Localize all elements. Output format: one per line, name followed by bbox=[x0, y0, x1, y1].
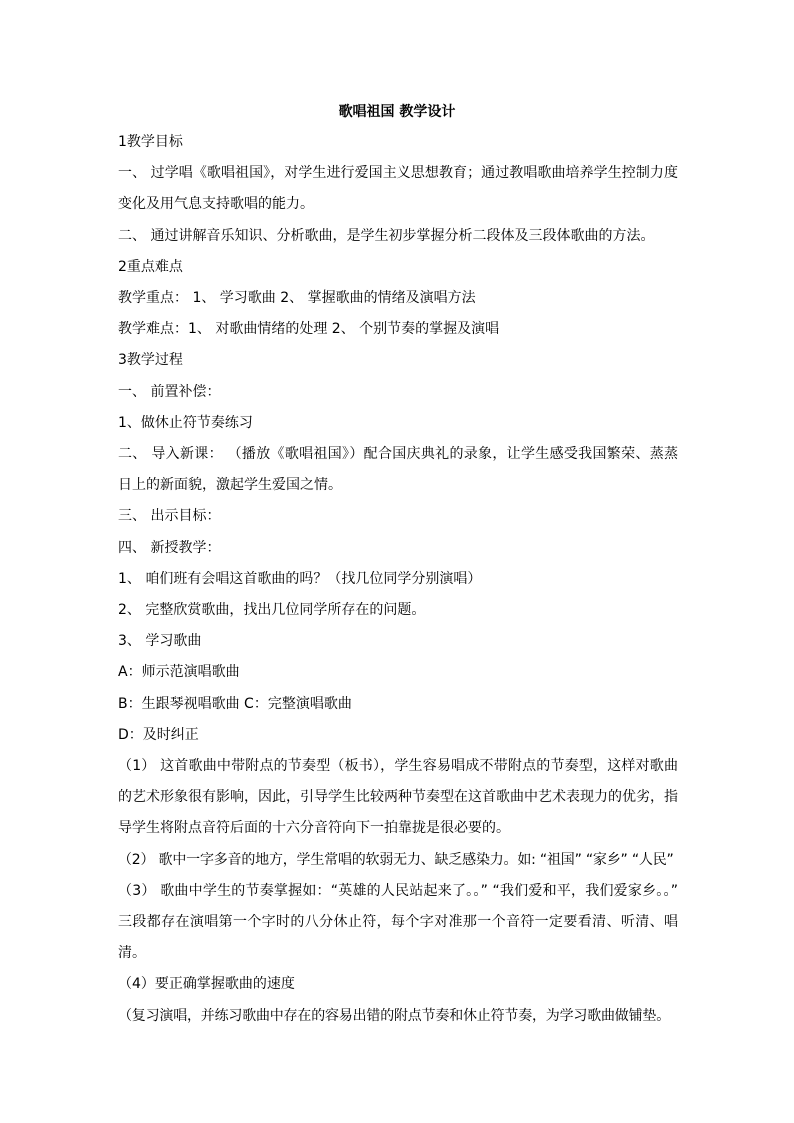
document-body bbox=[118, 127, 678, 1032]
review-paragraph: （复习演唱，并练习歌曲中存在的容易出错的附点节奏和休止符节奏，为学习歌曲做铺垫。 bbox=[118, 1007, 670, 1024]
correction-item-4: （4）要正确掌握歌曲的速度 bbox=[118, 976, 295, 993]
objective-paragraph-2: 二、 通过讲解音乐知识、分析歌曲，是学生初步掌握分析二段体及三段体歌曲的方法。 bbox=[118, 227, 655, 244]
difficulties-paragraph: 教学难点：1、 对歌曲情绪的处理 2、 个别节奏的掌握及演唱 bbox=[118, 321, 500, 338]
teaching-item-3: 3、 学习歌曲 bbox=[118, 633, 202, 650]
teaching-subitem-d: D：及时纠正 bbox=[118, 726, 199, 743]
correction-item-3: （3） 歌曲中学生的节奏掌握如：“英雄的人民站起来了。。” “我们爱和平，我们爱家乡。。” 三段都存在演唱第一个字时的八分休止符，每个字对准那一个音符一定要看清、听清、唱清。 bbox=[118, 882, 678, 962]
correction-item-1: （1） 这首歌曲中带附点的节奏型（板书），学生容易唱成不带附点的节奏型，这样对歌曲的艺术形象很有影响，因此，引导学生比较两种节奏型在这首歌曲中艺术表现力的优劣，指导学生将附点音符后面的十六分音符向下一拍靠拢是很必要的。 bbox=[118, 758, 678, 837]
process-step-1-item: 1、做休止符节奏练习 bbox=[118, 414, 253, 431]
process-step-4-heading: 四、 新授教学： bbox=[118, 539, 221, 556]
teaching-item-1: 1、 咱们班有会唱这首歌曲的吗？（找几位同学分别演唱） bbox=[118, 570, 482, 587]
objective-paragraph-1: 一、 过学唱《歌唱祖国》，对学生进行爱国主义思想教育；通过教唱歌曲培养学生控制力度变化及用气息支持歌唱的能力。 bbox=[118, 165, 678, 213]
correction-item-2: （2） 歌中一字多音的地方，学生常唱的软弱无力、缺乏感染力。如: “祖国” “家乡” “人民” bbox=[118, 851, 674, 868]
process-step-2-paragraph: 二、 导入新课： （播放《歌唱祖国》）配合国庆典礼的录象，让学生感受我国繁荣、蒸蒸日上的新面貌，激起学生爱国之情。 bbox=[118, 446, 678, 494]
process-step-1-heading: 一、 前置补偿： bbox=[118, 383, 221, 400]
section-heading-objectives: 1教学目标 bbox=[118, 134, 183, 150]
process-step-3-heading: 三、 出示目标： bbox=[118, 508, 221, 525]
teaching-subitem-b-c: B：生跟琴视唱歌曲 C：完整演唱歌曲 bbox=[118, 695, 352, 712]
section-heading-key-points: 2重点难点 bbox=[118, 258, 183, 275]
key-points-paragraph: 教学重点： 1、 学习歌曲 2、 掌握歌曲的情绪及演唱方法 bbox=[118, 290, 476, 306]
teaching-item-2: 2、 完整欣赏歌曲，找出几位同学所存在的问题。 bbox=[118, 602, 426, 619]
teaching-subitem-a: A：师示范演唱歌曲 bbox=[118, 664, 240, 681]
section-heading-process: 3教学过程 bbox=[118, 352, 183, 369]
document-title: 歌唱祖国 教学设计 bbox=[338, 104, 456, 120]
